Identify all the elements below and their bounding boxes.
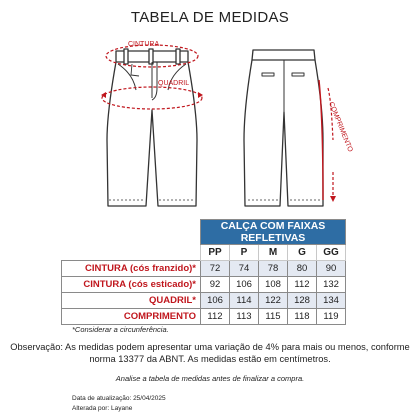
- table-row: [62, 309, 346, 325]
- table-cell: 108: [259, 277, 288, 293]
- table-row: [62, 277, 346, 293]
- row-label: QUADRIL*: [62, 293, 201, 309]
- hip-label: QUADRIL: [158, 80, 190, 87]
- table-cell: 118: [288, 309, 317, 325]
- row-label: CINTURA (cós esticado)*: [62, 277, 201, 293]
- table-cell: 112: [201, 309, 230, 325]
- size-header-gg: GG: [317, 245, 346, 261]
- circumference-note: *Considerar a circunferência.: [72, 325, 169, 334]
- length-label: COMPRIMENTO: [327, 101, 354, 154]
- table-cell: 74: [230, 261, 259, 277]
- table-header: CALÇA COM FAIXAS REFLETIVAS: [201, 220, 346, 245]
- row-label: COMPRIMENTO: [62, 309, 201, 325]
- table-cell: 132: [317, 277, 346, 293]
- size-table: [61, 219, 346, 325]
- table-cell: 106: [230, 277, 259, 293]
- table-cell: 80: [288, 261, 317, 277]
- size-header-p: P: [230, 245, 259, 261]
- waist-label: CINTURA: [128, 41, 160, 48]
- table-cell: 106: [201, 293, 230, 309]
- table-cell: 90: [317, 261, 346, 277]
- page-title: TABELA DE MEDIDAS: [130, 9, 290, 26]
- table-row: [62, 293, 346, 309]
- table-cell: 72: [201, 261, 230, 277]
- row-label: CINTURA (cós franzido)*: [62, 261, 201, 277]
- size-header-m: M: [259, 245, 288, 261]
- table-cell: 115: [259, 309, 288, 325]
- table-row: [62, 261, 346, 277]
- altered-by: Alterada por: Layane: [72, 405, 133, 412]
- table-cell: 113: [230, 309, 259, 325]
- observation-text: Observação: As medidas podem apresentar uma variação de 4% para mais ou menos, conforme norma 13377 da ABNT. As medidas estão em centímetros.: [10, 342, 410, 364]
- pants-back-illustration: [244, 50, 323, 206]
- size-header-pp: PP: [201, 245, 230, 261]
- update-date: Data de atualização: 25/04/2025: [72, 395, 166, 402]
- table-cell: 134: [317, 293, 346, 309]
- table-cell: 114: [230, 293, 259, 309]
- analyze-instruction: Analise a tabela de medidas antes de finalizar a compra.: [115, 374, 305, 383]
- table-cell: 119: [317, 309, 346, 325]
- size-header-g: G: [288, 245, 317, 261]
- pants-front-illustration: [107, 49, 197, 206]
- table-cell: 92: [201, 277, 230, 293]
- table-cell: 78: [259, 261, 288, 277]
- table-cell: 128: [288, 293, 317, 309]
- table-cell: 122: [259, 293, 288, 309]
- table-cell: 112: [288, 277, 317, 293]
